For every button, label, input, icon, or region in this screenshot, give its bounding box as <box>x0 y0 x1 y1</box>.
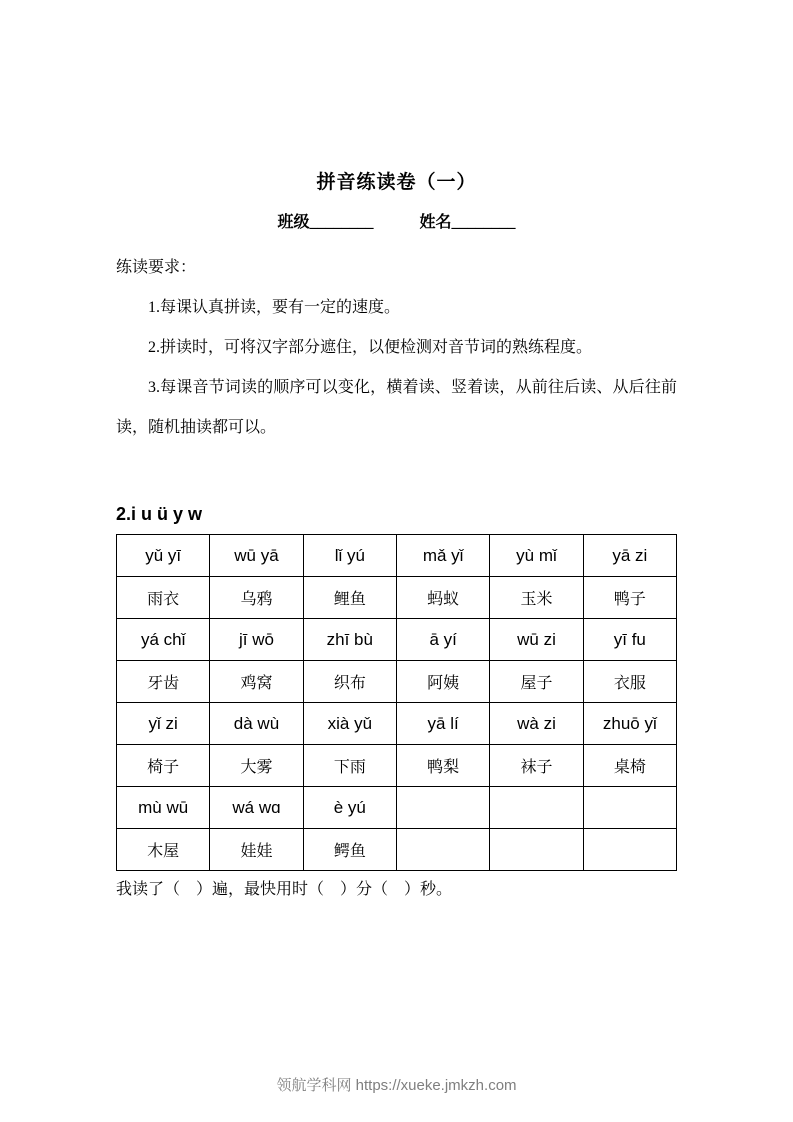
requirements-heading: 练读要求： <box>116 259 197 276</box>
table-cell: wū yā <box>210 535 303 577</box>
requirement-item-3: 3.每课音节词读的顺序可以变化，横着读、竖着读，从前往后读、从后往前读，随机抽读都可以。 <box>116 379 677 436</box>
table-cell <box>396 829 489 871</box>
name-blank: ________ <box>451 214 516 231</box>
table-cell: 玉米 <box>490 577 583 619</box>
table-row <box>117 745 677 787</box>
table-cell: è yú <box>303 787 396 829</box>
table-row <box>117 703 677 745</box>
table-cell: 雨衣 <box>117 577 210 619</box>
table-cell: 织布 <box>303 661 396 703</box>
table-cell: 鸭梨 <box>396 745 489 787</box>
table-cell: 衣服 <box>583 661 676 703</box>
table-cell: yā zi <box>583 535 676 577</box>
table-cell: 娃娃 <box>210 829 303 871</box>
table-cell: 蚂蚁 <box>396 577 489 619</box>
table-cell: xià yǔ <box>303 703 396 745</box>
table-cell: 木屋 <box>117 829 210 871</box>
pinyin-word-table <box>116 534 677 871</box>
table-cell: mù wū <box>117 787 210 829</box>
requirement-item-2: 2.拼读时，可将汉字部分遮住，以便检测对音节词的熟练程度。 <box>148 339 593 356</box>
table-cell: zhī bù <box>303 619 396 661</box>
table-row <box>117 577 677 619</box>
content-area <box>0 256 793 905</box>
table-cell: 乌鸦 <box>210 577 303 619</box>
table-cell: 牙齿 <box>117 661 210 703</box>
table-cell: 袜子 <box>490 745 583 787</box>
table-row <box>117 661 677 703</box>
table-cell: yī fu <box>583 619 676 661</box>
table-cell: zhuō yǐ <box>583 703 676 745</box>
name-field <box>420 214 516 231</box>
table-cell: 鲤鱼 <box>303 577 396 619</box>
table-row <box>117 535 677 577</box>
section-heading: 2.i u ü y w <box>116 504 203 524</box>
table-cell: wà zi <box>490 703 583 745</box>
page-title: 拼音练读卷（一） <box>316 172 477 193</box>
class-name-line <box>0 212 793 234</box>
pinyin-table-body <box>117 535 677 871</box>
table-cell: yǔ yī <box>117 535 210 577</box>
table-cell: lǐ yú <box>303 535 396 577</box>
table-cell <box>490 787 583 829</box>
table-cell: yá chǐ <box>117 619 210 661</box>
table-cell <box>396 787 489 829</box>
table-cell: wá wɑ <box>210 787 303 829</box>
class-blank: ________ <box>309 214 374 231</box>
table-cell <box>490 829 583 871</box>
table-row <box>117 787 677 829</box>
table-cell: 椅子 <box>117 745 210 787</box>
table-cell: yǐ zi <box>117 703 210 745</box>
table-cell: yā lí <box>396 703 489 745</box>
result-line: 我读了（ ）遍，最快用时（ ）分（ ）秒。 <box>116 881 453 898</box>
watermark: 领航学科网 https://xueke.jmkzh.com <box>276 1077 517 1094</box>
table-cell <box>583 787 676 829</box>
table-row <box>117 619 677 661</box>
table-cell: 桌椅 <box>583 745 676 787</box>
table-cell: dà wù <box>210 703 303 745</box>
table-cell <box>583 829 676 871</box>
table-cell: jī wō <box>210 619 303 661</box>
table-cell: 下雨 <box>303 745 396 787</box>
class-label: 班级 <box>277 214 310 231</box>
table-cell: 屋子 <box>490 661 583 703</box>
table-cell: 阿姨 <box>396 661 489 703</box>
table-cell: ā yí <box>396 619 489 661</box>
class-field <box>277 214 373 231</box>
name-label: 姓名 <box>419 214 452 231</box>
table-cell: mǎ yǐ <box>396 535 489 577</box>
table-row <box>117 829 677 871</box>
table-cell: 鳄鱼 <box>303 829 396 871</box>
table-cell: 鸭子 <box>583 577 676 619</box>
table-cell: yù mǐ <box>490 535 583 577</box>
table-cell: wū zi <box>490 619 583 661</box>
table-cell: 鸡窝 <box>210 661 303 703</box>
table-cell: 大雾 <box>210 745 303 787</box>
requirement-item-1: 1.每课认真拼读，要有一定的速度。 <box>148 299 401 316</box>
